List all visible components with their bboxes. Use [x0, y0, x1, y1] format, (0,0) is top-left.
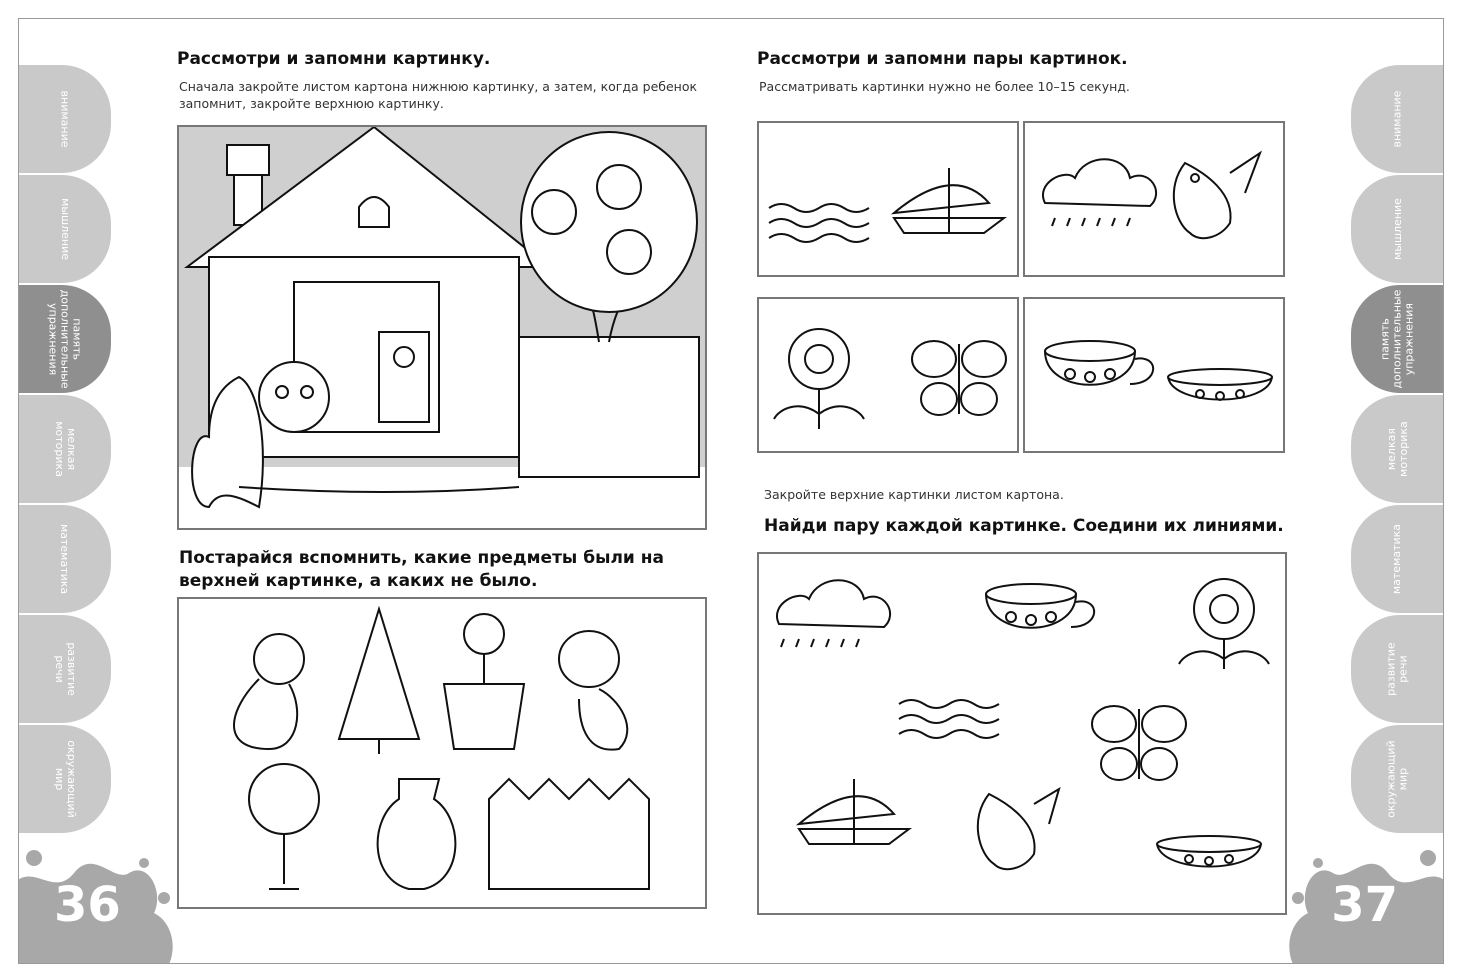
- right-title-2: Найди пару каждой картинке. Соедини их линиями.: [764, 516, 1284, 536]
- left-title-2: Постарайся вспомнить, какие предметы были на верхней картинке, а каких не было.: [179, 548, 664, 591]
- tab-thinking[interactable]: мышление: [18, 174, 112, 284]
- left-instruction: Сначала закройте листом картона нижнюю картинку, а затем, когда ребенок запомнит, закройте верхнюю картинку.: [179, 79, 698, 111]
- pair-card-cup-bowl: [1023, 297, 1285, 453]
- right-instruction-1: Рассматривать картинки нужно не более 10–15 секунд.: [759, 79, 1130, 94]
- book-spread: [18, 18, 1444, 964]
- pair-card-waves-boat: [757, 121, 1019, 277]
- waves-boat-illustration: [759, 123, 1017, 275]
- tab-world-right[interactable]: окружающий мир: [1350, 724, 1444, 834]
- objects-recall-illustration: [179, 599, 705, 907]
- tab-math-right[interactable]: математика: [1350, 504, 1444, 614]
- tab-speech[interactable]: развитие речи: [18, 614, 112, 724]
- matching-illustration: [759, 554, 1285, 913]
- tab-attention[interactable]: внимание: [18, 64, 112, 174]
- tab-motor-skills-right[interactable]: мелкая моторика: [1350, 394, 1444, 504]
- house-scene-illustration: [179, 127, 705, 528]
- page-number-left: 36: [54, 877, 121, 933]
- objects-recall-frame: [177, 597, 707, 909]
- cloud-bird-illustration: [1025, 123, 1283, 275]
- pair-card-cloud-bird: [1023, 121, 1285, 277]
- page-number-right: 37: [1331, 877, 1398, 933]
- house-scene-frame: [177, 125, 707, 530]
- flower-butterfly-illustration: [759, 299, 1017, 451]
- right-instruction-2: Закройте верхние картинки листом картона.: [764, 487, 1064, 502]
- tab-world[interactable]: окружающий мир: [18, 724, 112, 834]
- tab-attention-right[interactable]: внимание: [1350, 64, 1444, 174]
- cup-bowl-illustration: [1025, 299, 1283, 451]
- tab-motor-skills[interactable]: мелкая моторика: [18, 394, 112, 504]
- tab-memory-right[interactable]: память дополнительные упражнения: [1350, 284, 1444, 394]
- tab-math[interactable]: математика: [18, 504, 112, 614]
- tab-memory[interactable]: память дополнительные упражнения: [18, 284, 112, 394]
- pair-card-flower-butterfly: [757, 297, 1019, 453]
- tab-thinking-right[interactable]: мышление: [1350, 174, 1444, 284]
- matching-frame: [757, 552, 1287, 915]
- right-tab-strip: [1350, 64, 1444, 834]
- left-title-1: Рассмотри и запомни картинку.: [177, 49, 491, 69]
- right-title-1: Рассмотри и запомни пары картинок.: [757, 49, 1128, 69]
- left-tab-strip: [18, 64, 112, 834]
- tab-speech-right[interactable]: развитие речи: [1350, 614, 1444, 724]
